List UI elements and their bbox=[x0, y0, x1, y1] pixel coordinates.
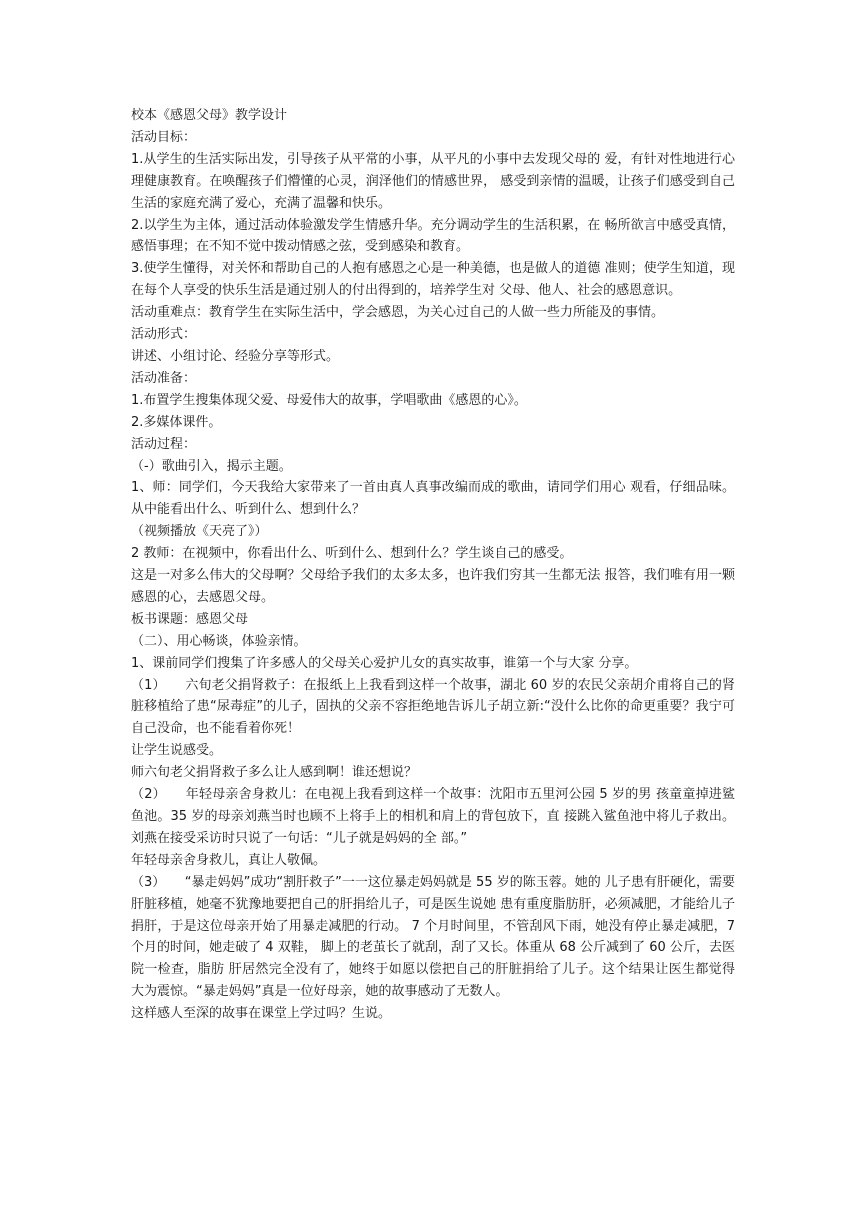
process-step-share: 1、课前同学们搜集了许多感人的父母关心爱护儿女的真实故事，谁第一个与大家 分享。 bbox=[131, 655, 638, 671]
reflection-paragraph: 这是一对多么伟大的父母啊？父母给予我们的太多太多，也许我们穷其一生都无法 报答，我们唯有用一颗感恩的心，去感恩父母。 bbox=[131, 568, 735, 605]
heading-preparation: 活动准备： bbox=[131, 370, 197, 386]
story-2: （2） 年轻母亲舍身救儿：在电视上我看到这样一个故事：沈阳市五里河公园 5 岁的男 孩童童掉进鲨鱼池。35 岁的母亲刘燕当时也顾不上将手上的相机和肩上的背包放下，直 接跳入鲨鱼池中将儿子救出。刘燕在接受采访时只说了一句话：“儿子就是妈妈的全 部。” bbox=[131, 787, 735, 846]
story-1-followup: 让学生说感受。 bbox=[131, 743, 223, 759]
story-3: （3） “暴走妈妈”成功“割肝救子”一一这位暴走妈妈就是 55 岁的陈玉蓉。她的 儿子患有肝硬化，需要肝脏移植，她毫不犹豫地要把自己的肝捐给儿子，可是医生说她 患有重度脂肪肝，必须减肥，才能给儿子捐肝，于是这位母亲开始了用暴走减肥的行动。 7 个月时间里，不管刮风下雨，她没有停止暴走减肥，7 个月的时间，她走破了 4 双鞋， 脚上的老茧长了就刮，刮了又长。体重从 68 公斤减到了 60 公斤，去医院一检查，脂肪 肝居然完全没有了，她终于如愿以偿把自己的肝脏捐给了儿子。这个结果让医生都觉得 大为震惊。“暴走妈妈”真是一位好母亲，她的故事感动了无数人。 bbox=[131, 874, 735, 1000]
document-body bbox=[131, 105, 735, 1025]
story-1: （1） 六旬老父捐肾救子：在报纸上上我看到这样一个故事，湖北 60 岁的农民父亲胡介甫将自己的肾脏移植给了患“尿毒症”的儿子，固执的父亲不容拒绝地告诉儿子胡立新:“没什么比你的命更重要？我宁可自己没命，也不能看着你死！ bbox=[131, 677, 735, 737]
process-section-2: （二）、用心畅谈，体验亲情。 bbox=[131, 633, 307, 649]
story-2-comment: 年轻母亲舍身救儿，真让人敬佩。 bbox=[131, 852, 327, 868]
preparation-2: 2.多媒体课件。 bbox=[131, 414, 222, 430]
video-note: （视频播放《天亮了》） bbox=[131, 524, 268, 540]
key-difficulty: 活动重难点：教育学生在实际生活中，学会感恩，为关心过自己的人做一些力所能及的事情。 bbox=[131, 305, 665, 321]
heading-objectives: 活动目标： bbox=[131, 129, 197, 145]
story-1-teacher: 师六旬老父捐肾救子多么让人感到啊！谁还想说？ bbox=[131, 765, 418, 781]
process-section-1: （-）歌曲引入，揭示主题。 bbox=[131, 458, 292, 474]
heading-process: 活动过程： bbox=[131, 436, 197, 452]
format-text: 讲述、小组讨论、经验分享等形式。 bbox=[131, 348, 340, 364]
heading-format: 活动形式： bbox=[131, 327, 197, 343]
objective-3: 3.使学生懂得，对关怀和帮助自己的人抱有感恩之心是一种美德，也是做人的道德 准则；使学生知道，现在每个人享受的快乐生活是通过别人的付出得到的，培养学生对 父母、他人、社会的感恩意识。 bbox=[131, 261, 735, 299]
process-step-1: 1、师：同学们，今天我给大家带来了一首由真人真事改编而成的歌曲，请同学们用心 观看，仔细品味。从中能看出什么、听到什么、想到什么？ bbox=[131, 480, 735, 518]
preparation-1: 1.布置学生搜集体现父爱、母爱伟大的故事，学唱歌曲《感恩的心》。 bbox=[131, 392, 527, 408]
objective-1: 1.从学生的生活实际出发，引导孩子从平常的小事，从平凡的小事中去发现父母的 爱，有针对性地进行心理健康教育。在唤醒孩子们懵懂的心灵，润泽他们的情感世界， 感受到亲情的温暖，让孩子们感受到自己生活的家庭充满了爱心，充满了温馨和快乐。 bbox=[131, 151, 735, 211]
document-title: 校本《感恩父母》教学设计 bbox=[131, 108, 288, 123]
closing-question: 这样感人至深的故事在课堂上学过吗？生说。 bbox=[131, 1006, 392, 1022]
board-title: 板书课题：感恩父母 bbox=[131, 611, 249, 627]
process-step-2: 2 教师：在视频中，你看出什么、听到什么、想到什么？学生谈自己的感受。 bbox=[131, 546, 573, 562]
objective-2: 2.以学生为主体，通过活动体验激发学生情感升华。充分调动学生的生活积累，在 畅所欲言中感受真情，感悟事理；在不知不觉中拨动情感之弦，受到感染和教育。 bbox=[131, 217, 735, 255]
